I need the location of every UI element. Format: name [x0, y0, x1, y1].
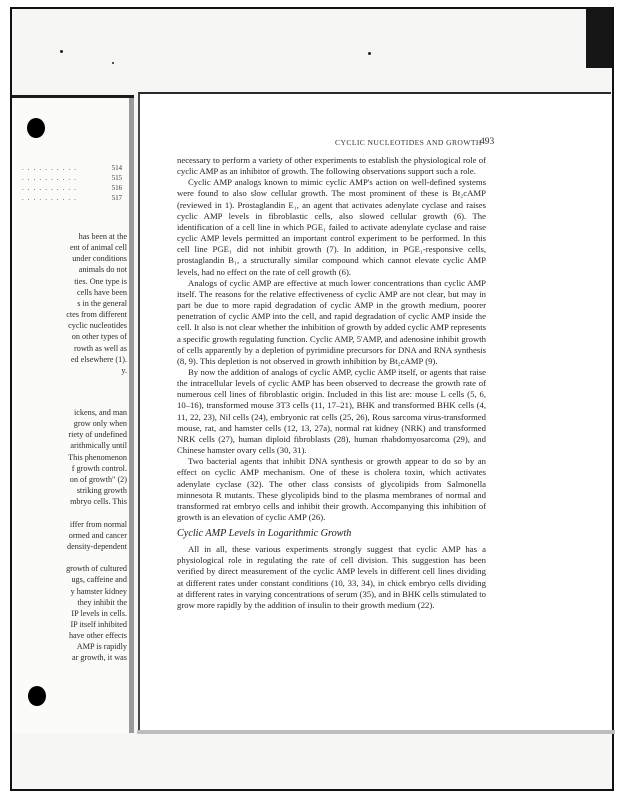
fragment-line: This phenomenon	[68, 452, 127, 462]
toc-row	[22, 174, 122, 184]
toc-leader: . . . . . . . . . .	[22, 195, 78, 202]
toc-row	[22, 194, 122, 204]
fragment-line: cyclic nucleotides	[68, 321, 127, 331]
fragment-line: cells have been	[76, 287, 127, 297]
paragraph: All in all, these various experiments strongly suggest that cyclic AMP has a physiological role in regulating the rate of cell division. This suggestion has been verified by direct measurement of the cyclic AMP levels in different cell lines dividing at different rates under constant conditions (10, 33, 34), in chick embryo cells dividing at different rates in varying concentrations of serum (35), and in BHK cells stimulated to grow more rapidly by the addition of insulin to their growth medium (22).	[177, 544, 486, 610]
punch-hole-bottom	[28, 686, 46, 706]
fragment-line: striking growth	[76, 486, 127, 496]
fragment-line: on of growth" (2)	[69, 474, 127, 484]
fragment-line: y hamster kidney	[70, 586, 127, 596]
dust-speck	[368, 52, 371, 55]
paragraph: By now the addition of analogs of cyclic AMP, cyclic AMP itself, or agents that raise the intracellular levels of cyclic AMP has been observed to decrease the growth rate of numerous cell lines of fibroblastic origin. Included in this list are: mouse L cells (5, 6, 10–16), transformed mouse 3T3 cells (11, 17–21), BHK and transformed BHK cells (4, 11, 22, 23), Nil cells (24), embryonic rat cells (25, 26), Rous sarcoma virus-transformed mouse, rat, and hamster cells (12, 13, 27a), normal rat kidney (NRK) and transformed NRK cells (27), human diploid fibroblasts (28), human rhabdomyosarcoma (29), and Chinese hamster ovary cells (30, 31).	[177, 366, 486, 456]
toc-page-number: 516	[111, 185, 122, 192]
running-header: CYCLIC NUCLEOTIDES AND GROWTH	[335, 138, 482, 147]
fragment-line: IP levels in cells.	[71, 608, 127, 618]
paragraph-group	[177, 155, 486, 523]
page-bottom-shadow	[137, 730, 615, 734]
dust-speck	[60, 50, 63, 53]
page-number: 493	[480, 137, 495, 147]
fragment-line: riety of undefined	[68, 430, 127, 440]
paragraph: necessary to perform a variety of other experiments to establish the physiological role of cyclic AMP as an inhibitor of growth. The following observations support such a role.	[177, 155, 486, 177]
paragraph: Two bacterial agents that inhibit DNA synthesis or growth appear to do so by an effect on cyclic AMP mechanism. One of these is cholera toxin, which activates adenylate cyclase (32). The other class consists of glycolipids from Salmonella minnesota R mutants. These glycolipids bind to the plasma membranes of normal and transformed rat embryo cells and inhibit their growth. Accompanying this inhibition of growth is an elevation of cyclic AMP (26).	[177, 456, 486, 522]
fragment-line: animals do not	[78, 265, 127, 275]
fragment-line: IP itself inhibited	[70, 619, 127, 629]
section-heading: Cyclic AMP Levels in Logarithmic Growth	[177, 528, 352, 540]
dust-speck	[112, 62, 114, 64]
fragment-line: mbryo cells. This	[70, 497, 127, 507]
toc-row	[22, 184, 122, 194]
fragment-line: ugs, caffeine and	[71, 575, 127, 585]
fragment-line: ormed and cancer	[68, 530, 127, 540]
fragment-line: has been at the	[78, 232, 127, 241]
paragraph-group-2	[177, 544, 486, 611]
scan-corner-shadow	[586, 8, 612, 68]
fragment-line: ent of animal cell	[69, 243, 127, 253]
fragment-line: growth of cultured	[66, 564, 127, 574]
fragment-line: ar growth, it was	[71, 653, 127, 663]
fragment-line: have other effects	[68, 631, 127, 641]
toc-leader: . . . . . . . . . .	[22, 175, 78, 182]
left-text-fragment-1	[21, 231, 127, 376]
fragment-line: AMP is rapidly	[76, 642, 127, 652]
fragment-line: under conditions	[72, 254, 127, 264]
toc-leader: . . . . . . . . . .	[22, 165, 78, 172]
fragment-line: density-dependent	[66, 541, 127, 551]
fragment-line: ickens, and man	[74, 408, 127, 417]
toc-leader: . . . . . . . . . .	[22, 185, 78, 192]
fragment-line: y.	[121, 365, 127, 375]
paragraph: Cyclic AMP analogs known to mimic cyclic AMP's action on well-defined systems were found to also slow cellular growth. The most prominent of these is Bt₂cAMP (reviewed in 1). Prostaglandin E₁, an agent that activates adenylate cyclase and raises cyclic AMP levels in fibroblastic cells, also slowed cellular growth (6). The identification of a cell line in which PGE₁ failed to activate adenylate cyclase and raise cyclic AMP levels permitted an important control experiment to be performed. In this cell line PGE₁ did not inhibit growth (7). In addition, in PGE₁-responsive cells, prostaglandin B₁, a structurally similar compound which cannot elevate cyclic AMP levels, had no effect on the rate of cell growth (6).	[177, 177, 486, 277]
table-of-contents-fragment	[22, 164, 122, 204]
toc-page-number: 515	[111, 175, 122, 182]
toc-page-number: 514	[111, 165, 122, 172]
fragment-line	[21, 507, 127, 518]
punch-hole-top	[27, 118, 45, 138]
fragment-line: ctes from different	[66, 310, 127, 320]
toc-page-number: 517	[111, 195, 122, 202]
fragment-line: they inhibit the	[77, 597, 127, 607]
paragraph: Analogs of cyclic AMP are effective at much lower concentrations than cyclic AMP itself. The reasons for the relative effectiveness of cyclic AMP are not clear, but may in part be due to more rapid degradation of cyclic AMP in the growth medium, poorer penetration of cyclic AMP into the cell, and rapid degradation of cyclic AMP inside the cell. It also is not clear whether the inhibition of growth by added cyclic AMP represents a specific growth regulating function. Cyclic AMP, 5'AMP, and adenosine inhibit growth of cells apparently by a depletion of pyrimidine precursors for DNA and RNA synthesis (8, 9). This depletion is not observed in growth inhibition by Bt₂cAMP (9).	[177, 277, 486, 366]
fragment-line: ed elsewhere (1).	[70, 354, 127, 364]
fragment-line: on other types of	[71, 332, 127, 342]
fragment-line: f growth control.	[71, 463, 127, 473]
fragment-line: rowth as well as	[74, 343, 127, 353]
fragment-line: ties. One type is	[74, 276, 127, 286]
left-text-fragment-2	[21, 407, 127, 664]
toc-row	[22, 164, 122, 174]
page-gutter-shadow	[129, 98, 134, 733]
fragment-line: grow only when	[73, 419, 127, 429]
fragment-line: iffer from normal	[69, 519, 127, 529]
fragment-line: arithmically until	[70, 441, 127, 451]
body-text-column	[177, 155, 486, 611]
fragment-line: s in the general	[77, 298, 127, 308]
fragment-line	[21, 552, 127, 563]
